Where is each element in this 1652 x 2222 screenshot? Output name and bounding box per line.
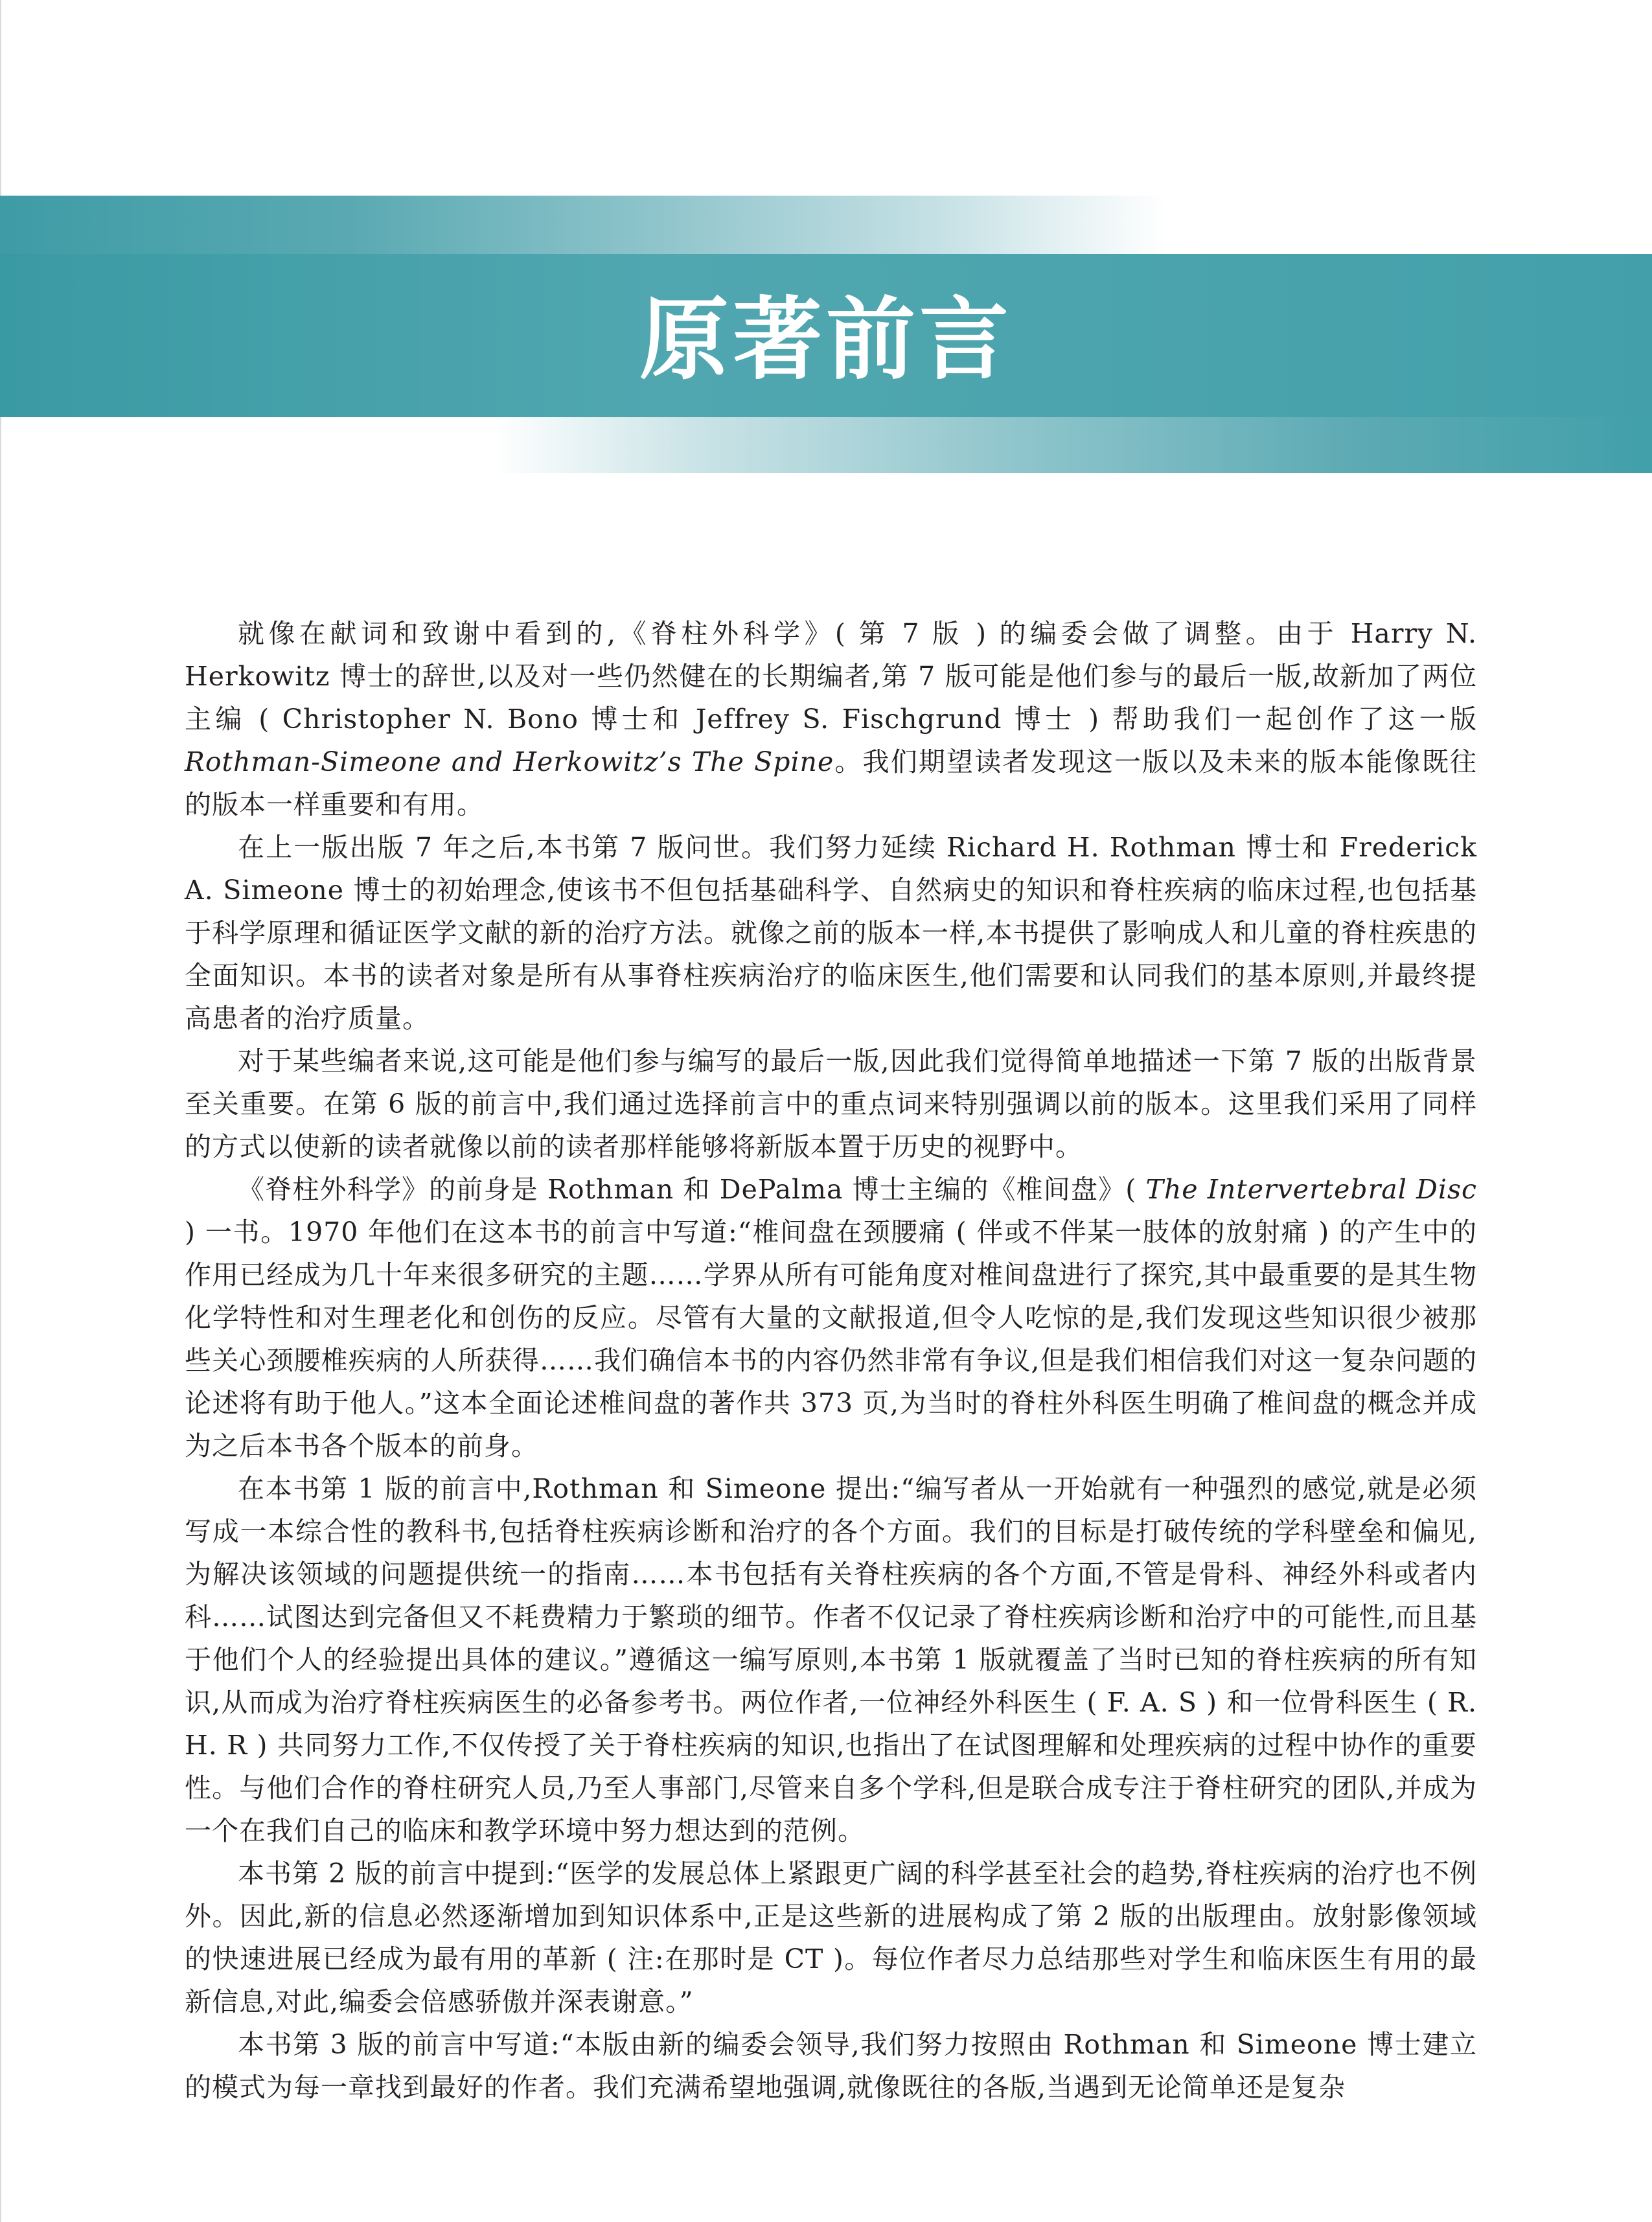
paragraph-1 (185, 612, 1477, 826)
paragraph-2 (185, 826, 1477, 1040)
paragraph-1-text-a: 就像在献词和致谢中看到的,《脊柱外科学》( 第 7 版 ) 的编委会做了调整。由于 Harry N. Herkowitz 博士的辞世,以及对一些仍然健在的长期编者,第 7 版可能是他们参与的最后一版,故新加了两位主编 ( Christopher N. Bono 博士和 Jeffrey S. Fischgrund 博士 ) 帮助我们一起创作了这一版 (185, 618, 1477, 735)
preface-body (185, 612, 1477, 2109)
paragraph-4-book-title: The Intervertebral Disc (1145, 1174, 1477, 1205)
paragraph-1-text-c: 。我们期望读者发现这一版以及未来的版本能像既往的版本一样重要和有用。 (185, 746, 1477, 820)
paragraph-2-text: 在上一版出版 7 年之后,本书第 7 版问世。我们努力延续 Richard H. Rothman 博士和 Frederick A. Simeone 博士的初始理念,使该书不但包括基础科学、自然病史的知识和脊柱疾病的临床过程,也包括基于科学原理和循证医学文献的新的治疗方法。就像之前的版本一样,本书提供了影响成人和儿童的脊柱疾患的全面知识。本书的读者对象是所有从事脊柱疾病治疗的临床医生,他们需要和认同我们的基本原则,并最终提高患者的治疗质量。 (185, 832, 1477, 1034)
paragraph-4 (185, 1168, 1477, 1467)
paragraph-7-text: 本书第 3 版的前言中写道:“本版由新的编委会领导,我们努力按照由 Rothman 和 Simeone 博士建立的模式为每一章找到最好的作者。我们充满希望地强调,就像既往的各版,当遇到无论简单还是复杂 (185, 2029, 1477, 2103)
paragraph-5 (185, 1467, 1477, 1852)
header-banner-bottom-band (492, 417, 1652, 473)
header-banner-top-band (0, 196, 1166, 254)
paragraph-4-text-c: ) 一书。1970 年他们在这本书的前言中写道:“椎间盘在颈腰痛 ( 伴或不伴某一肢体的放射痛 ) 的产生中的作用已经成为几十年来很多研究的主题……学界从所有可能角度对椎间盘进行了探究,其中最重要的是其生物化学特性和对生理老化和创伤的反应。尽管有大量的文献报道,但令人吃惊的是,我们发现这些知识很少被那些关心颈腰椎疾病的人所获得……我们确信本书的内容仍然非常有争议,但是我们相信我们对这一复杂问题的论述将有助于他人。”这本全面论述椎间盘的著作共 373 页,为当时的脊柱外科医生明确了椎间盘的概念并成为之后本书各个版本的前身。 (185, 1217, 1477, 1461)
paragraph-3-text: 对于某些编者来说,这可能是他们参与编写的最后一版,因此我们觉得简单地描述一下第 7 版的出版背景至关重要。在第 6 版的前言中,我们通过选择前言中的重点词来特别强调以前的版本。这里我们采用了同样的方式以使新的读者就像以前的读者那样能够将新版本置于历史的视野中。 (185, 1046, 1477, 1162)
page-title: 原著前言 (639, 288, 1013, 392)
paragraph-4-text-a: 《脊柱外科学》的前身是 Rothman 和 DePalma 博士主编的《椎间盘》( (238, 1174, 1146, 1205)
paragraph-6-text: 本书第 2 版的前言中提到:“医学的发展总体上紧跟更广阔的科学甚至社会的趋势,脊柱疾病的治疗也不例外。因此,新的信息必然逐渐增加到知识体系中,正是这些新的进展构成了第 2 版的出版理由。放射影像领域的快速进展已经成为最有用的革新 ( 注:在那时是 CT )。每位作者尽力总结那些对学生和临床医生有用的最新信息,对此,编委会倍感骄傲并深表谢意。” (185, 1858, 1477, 2017)
paragraph-1-book-title: Rothman-Simeone and Herkowitz’s The Spine (185, 746, 834, 777)
paragraph-3 (185, 1040, 1477, 1168)
paragraph-6 (185, 1852, 1477, 2023)
paragraph-5-text: 在本书第 1 版的前言中,Rothman 和 Simeone 提出:“编写者从一开始就有一种强烈的感觉,就是必须写成一本综合性的教科书,包括脊柱疾病诊断和治疗的各个方面。我们的目标是打破传统的学科壁垒和偏见,为解决该领域的问题提供统一的指南……本书包括有关脊柱疾病的各个方面,不管是骨科、神经外科或者内科……试图达到完备但又不耗费精力于繁琐的细节。作者不仅记录了脊柱疾病诊断和治疗中的可能性,而且基于他们个人的经验提出具体的建议。”遵循这一编写原则,本书第 1 版就覆盖了当时已知的脊柱疾病的所有知识,从而成为治疗脊柱疾病医生的必备参考书。两位作者,一位神经外科医生 ( F. A. S ) 和一位骨科医生 ( R. H. R ) 共同努力工作,不仅传授了关于脊柱疾病的知识,也指出了在试图理解和处理疾病的过程中协作的重要性。与他们合作的脊柱研究人员,乃至人事部门,尽管来自多个学科,但是联合成专注于脊柱研究的团队,并成为一个在我们自己的临床和教学环境中努力想达到的范例。 (185, 1473, 1477, 1846)
paragraph-7 (185, 2023, 1477, 2109)
